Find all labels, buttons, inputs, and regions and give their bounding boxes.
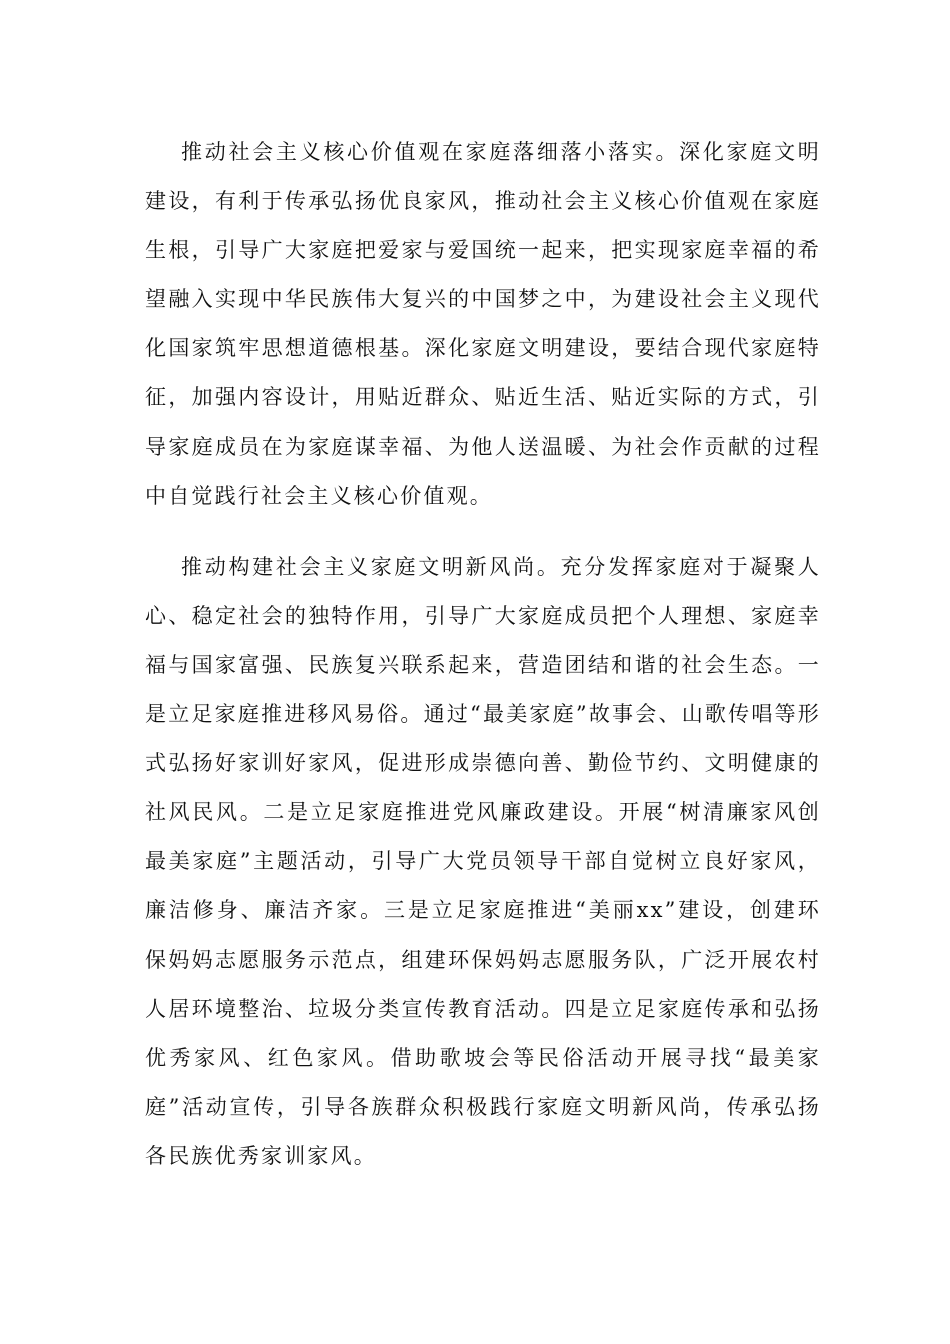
- document-body: [145, 128, 821, 1181]
- paragraph-family-civilization: 推动构建社会主义家庭文明新风尚。充分发挥家庭对于凝聚人心、稳定社会的独特作用，引导广大家庭成员把个人理想、家庭幸福与国家富强、民族复兴联系起来，营造团结和谐的社会生态。一是立足家庭推进移风易俗。通过“最美家庭”故事会、山歌传唱等形式弘扬好家训好家风，促进形成崇德向善、勤俭节约、文明健康的社风民风。二是立足家庭推进党风廉政建设。开展“树清廉家风创最美家庭”主题活动，引导广大党员领导干部自觉树立良好家风，廉洁修身、廉洁齐家。三是立足家庭推进“美丽xx”建设，创建环保妈妈志愿服务示范点，组建环保妈妈志愿服务队，广泛开展农村人居环境整治、垃圾分类宣传教育活动。四是立足家庭传承和弘扬优秀家风、红色家风。借助歌坡会等民俗活动开展寻找“最美家庭”活动宣传，引导各族群众积极践行家庭文明新风尚，传承弘扬各民族优秀家训家风。: [145, 554, 821, 1168]
- paragraph-core-values: 推动社会主义核心价值观在家庭落细落小落实。深化家庭文明建设，有利于传承弘扬优良家风，推动社会主义核心价值观在家庭生根，引导广大家庭把爱家与爱国统一起来，把实现家庭幸福的希望融入实现中华民族伟大复兴的中国梦之中，为建设社会主义现代化国家筑牢思想道德根基。深化家庭文明建设，要结合现代家庭特征，加强内容设计，用贴近群众、贴近生活、贴近实际的方式，引导家庭成员在为家庭谋幸福、为他人送温暖、为社会作贡献的过程中自觉践行社会主义核心价值观。: [145, 140, 821, 508]
